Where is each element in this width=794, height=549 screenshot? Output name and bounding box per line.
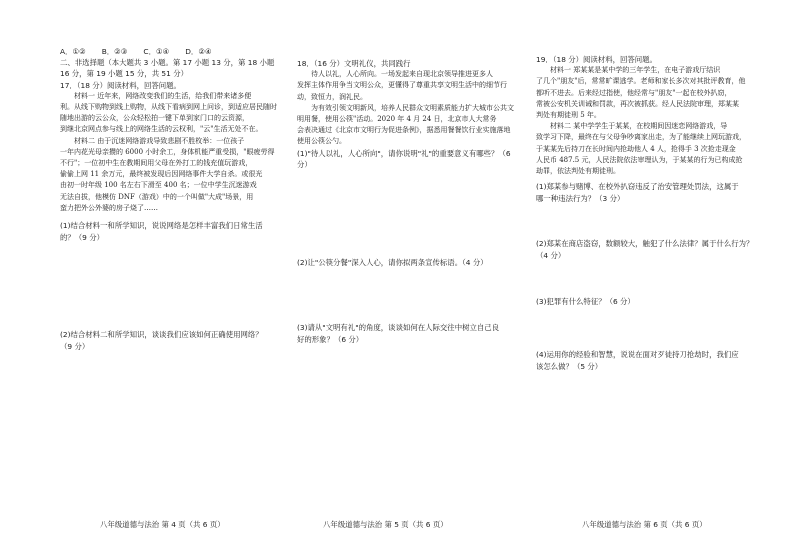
question-18-title: 18．（16 分）文明礼仪，共同践行 [297, 59, 411, 68]
q17-material1-line: 利。从线下购物到线上购物，从线下看病到网上问诊，到适应居民随时 [60, 103, 277, 112]
question-19-1-cont: 哪一种违法行为？（3 分） [536, 193, 625, 203]
q17-material1-line: 到继北京网点参与线上的网络生活的云权利，"云"生活无处不在。 [60, 125, 263, 134]
page-5-content [297, 58, 514, 346]
q18-intro-line: 会表决通过《北京市文明行为促进条例》，据悉用餐餐饮行业实施落地 [297, 126, 511, 135]
q19-material2-line: 人民币 487.5 元，人民法院依法审理认为，于某某的行为已构成抢 [536, 155, 743, 164]
q19-material1-line: 常被公安机关训诫和罚款，再次被抓获。经人民法院审理，郑某某 [536, 99, 739, 108]
q19-material2-line: 于某某先后持刀在长时间内抢劫他人 4 人，抢得手 3 次抢走现金 [536, 144, 736, 153]
q17-material2-line: 由初一时年级 100 名左右下滑至 400 名；一位中学生沉迷游戏 [60, 181, 257, 190]
question-19-3: (3)犯罪有什么特征？（6 分） [536, 296, 635, 306]
option-b: B．②③ [101, 47, 128, 56]
q17-material2-line: 蛮力把外公外婆的房子烧了…… [60, 203, 158, 212]
q18-intro-line: 待人以礼，人心所向。一场发起来自现北京领导推进更多人 [311, 70, 493, 79]
exam-page-5 [265, 0, 530, 549]
q18-intro-line: 为有效引领文明新风，培养人民群众文明素质能力扩大城市公共文 [311, 103, 514, 112]
question-17-2: (2)结合材料二和所学知识，谈谈我们应该如何正确使用网络？ [60, 330, 263, 340]
q19-material1-line: 了几个"朋友"后，常常旷课逃学。老师和家长多次对其批评教育，他 [536, 77, 746, 86]
question-19-1: (1)郑某参与赌博、在校外扒窃违反了治安管理处罚法，这属于 [536, 182, 739, 192]
question-19-4: (4)运用你的经验和智慧，说说在面对歹徒持刀抢劫时，我们应 [536, 350, 739, 360]
question-17-1: (1)结合材料一和所学知识，说说网络是怎样丰富我们日常生活 [60, 221, 263, 231]
page-6-content [536, 54, 754, 372]
question-17-2-cont: （9 分） [60, 341, 90, 351]
exam-page-4 [0, 0, 277, 549]
page-4-content [60, 46, 277, 352]
q17-material1-line: 材料一 近年来，网络改变我们的生活，给我们带来诸多便 [74, 91, 252, 100]
question-18-1-cont: 分） [297, 160, 312, 170]
q17-material2-line: 一年内花光母亲攒的 6000 小时余工，身体机能严重受损，"眼疲劳得 [60, 147, 275, 156]
q18-intro-line: 明用餐，使用公筷"活动。2020 年 4 月 24 日，北京市人大常务 [297, 115, 497, 124]
option-c: C．①④ [143, 47, 170, 56]
q19-material2-line: 材料二 某中学学生于某某，在校期间因迷恋网络游戏，导 [550, 122, 728, 131]
choice-options [60, 46, 255, 57]
q17-material2-line: 偷偷上网 11 余万元，最终被发现后因网络事件大学自杀。或很光 [60, 170, 263, 179]
page-5-footer: 八年级道德与法治 第 5 页（共 6 页） [323, 520, 448, 529]
section-heading-line-2: 16 分，第 19 小题 15 分，共 51 分） [60, 69, 188, 79]
exam-page-6 [530, 0, 794, 549]
q17-material1-line: 随地出游的云公众，公众轻松拍一键下单到家门口的云资源， [60, 114, 249, 123]
q17-material2-line: 材料二 由于沉迷网络游戏导致悲剧不胜枚举：一位孩子 [74, 136, 245, 145]
q18-intro-line: 发挥主体作用争当文明公众，更懂得了尊重共享文明生活中的细节行 [297, 81, 507, 90]
question-18-3-cont: 好的形象？（6 分） [297, 335, 364, 344]
question-18-3: (3)请从"文明有礼"的角度，谈谈如何在人际交往中树立自己良 [297, 323, 500, 333]
page-6-footer: 八年级道德与法治 第 6 页（共 6 页） [582, 520, 707, 529]
option-d: D．②④ [185, 47, 212, 56]
question-19-2-cont: （4 分） [536, 251, 566, 261]
question-19-2: (2)郑某在商店盗窃，数额较大，触犯了什么法律？属于什么行为？ [536, 239, 754, 249]
page-4-footer: 八年级道德与法治 第 4 页（共 6 页） [100, 520, 225, 529]
q19-material2-line: 劫罪，依法判处有期徒刑。 [536, 167, 620, 176]
question-19-4-cont: 该怎么做？（5 分） [536, 361, 603, 371]
question-19-title: 19．（18 分）阅读材料，回答问题。 [536, 55, 657, 64]
q19-material2-line: 致学习下降，最终在与父母争吵离家出走，为了能继续上网玩游戏， [536, 133, 746, 142]
q19-material1-line: 判处有期徒刑 5 年。 [536, 111, 601, 120]
q19-material1-line: 材料一 郑某某是某中学的三年学生，在电子游戏厅结识 [550, 66, 721, 75]
q17-material2-line: 无法自拔，他模仿 DNF（游戏）中的一个叫做"大成"场景，用 [60, 192, 254, 201]
q18-intro-line: 使用公筷公勺。 [297, 137, 346, 146]
question-17-title: 17．（18 分）阅读材料，回答问题。 [60, 80, 181, 90]
q19-material1-line: 都听不进去。后来经过指使，他经常与"朋友"一起在校外扒窃， [536, 88, 732, 97]
question-17-1-cont: 的？（9 分） [60, 232, 105, 242]
section-heading-line-1: 二、非选择题（本大题共 3 小题。第 17 小题 13 分，第 18 小题 [60, 58, 275, 68]
q17-material2-line: 不行"；一位初中生在教期间用父母在外打工的钱充值玩游戏， [60, 159, 253, 168]
question-18-1: (1)"待人以礼，人心所向"，请你说明"礼"的重要意义有哪些？（6 [297, 148, 511, 158]
question-18-2: (2)让"公筷分餐"深入人心，请你拟两条宣传标语。（4 分） [297, 257, 488, 267]
q18-intro-line: 动，致恒力，润礼民。 [297, 92, 367, 101]
option-a: A．①② [60, 47, 86, 56]
